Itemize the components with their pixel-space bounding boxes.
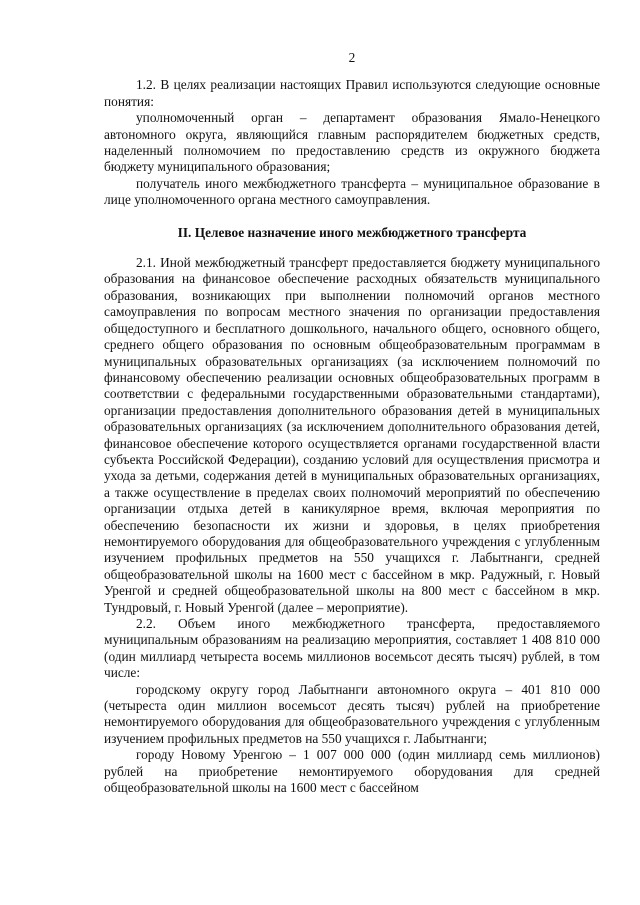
- paragraph-labytnangi: городскому округу город Лабытнанги автономного округа – 401 810 000 (четыреста один миллион восемьсот десять тысяч) рублей на приобретение немонтируемого оборудования для общеобразовательного учреждения с углубленным изучением профильных предметов на 550 учащихся г. Лабытнанги;: [104, 681, 600, 746]
- section-heading: II. Целевое назначение иного межбюджетного трансферта: [177, 224, 527, 240]
- paragraph-2-1: 2.1. Иной межбюджетный трансферт предоставляется бюджету муниципального образования на финансовое обеспечение расходных обязательств муниципального образования, возникающих при выполнении полномочий органов местного самоуправления по вопросам местного значения по организации предоставления общедоступного и бесплатного дошкольного, начального общего, основного общего, среднего общего образования по основным общеобразовательным программам в муниципальных образовательных организациях (за исключением полномочий по финансовому обеспечению реализации основных общеобразовательных программ в соответствии с федеральными государственными образовательными стандартами), организации предоставления дополнительного образования детей в муниципальных образовательных организациях (за исключением дополнительного образования детей, финансовое обеспечение которого осуществляется органами государственной власти субъекта Российской Федерации), созданию условий для осуществления присмотра и ухода за детьми, содержания детей в муниципальных образовательных организациях, а также осуществление в пределах своих полномочий мероприятий по обеспечению организации отдыха детей в каникулярное время, включая мероприятия по обеспечению безопасности их жизни и здоровья, в целях приобретения немонтируемого оборудования для общеобразовательного учреждения с углубленным изучением профильных предметов на 550 учащихся г. Лабытнанги, средней общеобразовательной школы на 1600 мест с бассейном в мкр. Радужный, г. Новый Уренгой и средней общеобразовательной школы на 800 мест с бассейном в мкр. Тундровый, г. Новый Уренгой (далее – мероприятие).: [104, 255, 600, 615]
- paragraph-recipient: получатель иного межбюджетного трансферта – муниципальное образование в лице уполномоченного органа местного самоуправления.: [104, 175, 600, 208]
- document-page: [104, 50, 600, 796]
- paragraph-authorized-body: уполномоченный орган – департамент образования Ямало-Ненецкого автономного округа, являющийся главным распорядителем бюджетных средств, наделенный полномочием по предоставлению средств из окружного бюджета бюджету муниципального образования;: [104, 110, 600, 175]
- paragraph-1-2: 1.2. В целях реализации настоящих Правил используются следующие основные понятия:: [104, 77, 600, 109]
- paragraph-novy-urengoy: городу Новому Уренгою – 1 007 000 000 (один миллиард семь миллионов) рублей на приобретение немонтируемого оборудования для средней общеобразовательной школы на 1600 мест с бассейном: [104, 747, 600, 796]
- page-number: 2: [348, 50, 356, 65]
- paragraph-2-2: 2.2. Объем иного межбюджетного трансферта, предоставляемого муниципальным образованиям на реализацию мероприятия, составляет 1 408 810 000 (один миллиард четыреста восемь миллионов восемьсот десять тысяч) рублей, в том числе:: [104, 616, 600, 681]
